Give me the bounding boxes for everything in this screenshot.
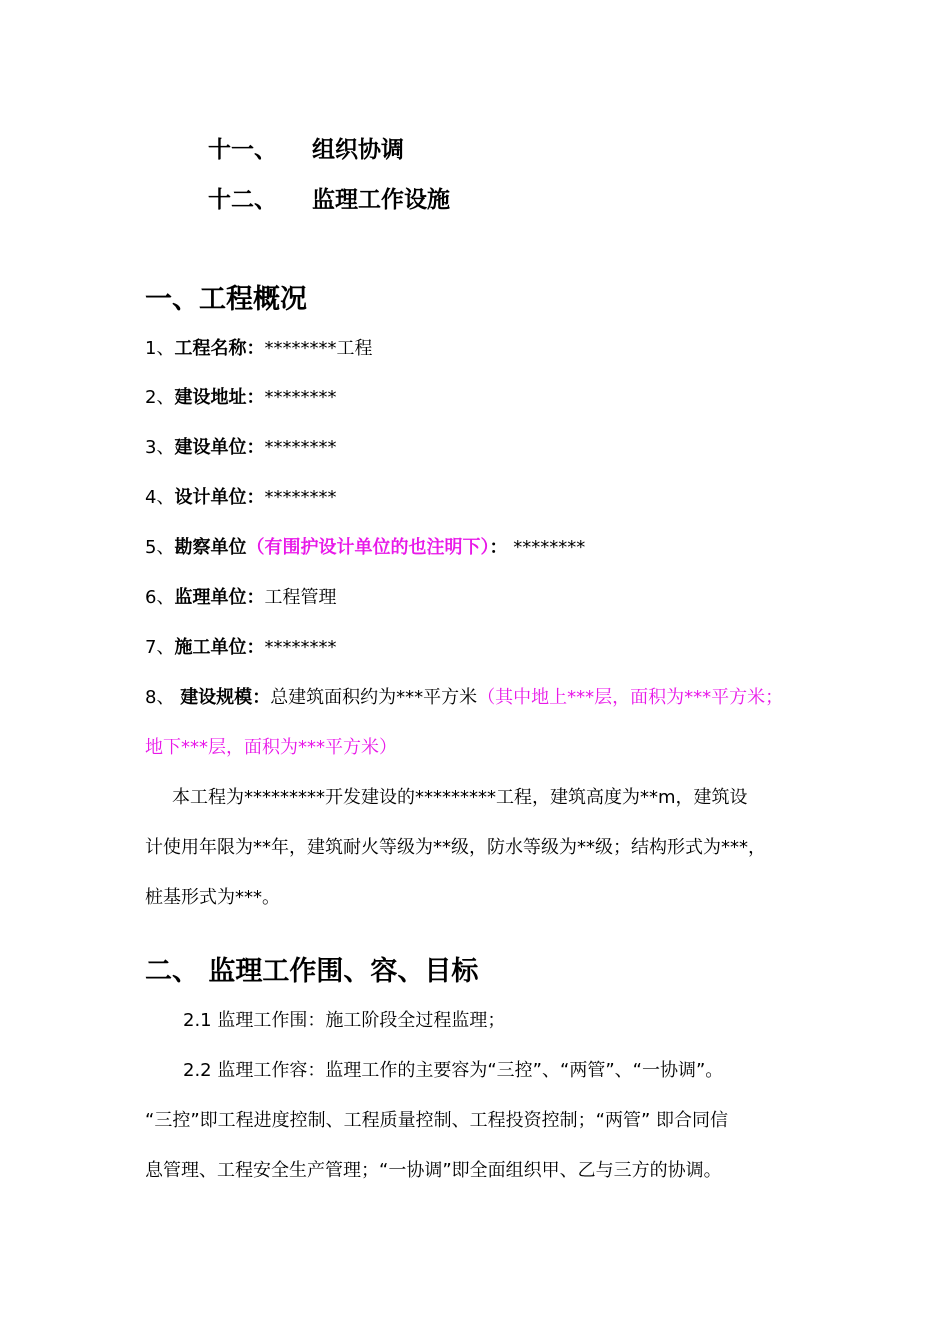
item-number: 4、 <box>145 487 175 508</box>
overview-paragraph-line: 计使用年限为**年，建筑耐火等级为**级，防水等级为**级；结构形式为***， <box>145 837 766 858</box>
item-colon: ： <box>252 687 271 708</box>
toc-item-12 <box>208 184 450 216</box>
item-label: 建设地址 <box>174 387 247 408</box>
item-label: 工程名称 <box>174 338 247 359</box>
toc-number: 十二、 <box>208 187 277 213</box>
item-label: 建设规模 <box>180 687 253 708</box>
overview-paragraph-line: 桩基形式为***。 <box>145 887 280 908</box>
toc-title: 组织协调 <box>312 137 404 163</box>
item-colon: ： <box>246 437 265 458</box>
content-paragraph-line: “三控”即工程进度控制、工程质量控制、工程投资控制；“两管” 即合同信 <box>145 1110 729 1131</box>
toc-title: 监理工作设施 <box>312 187 450 213</box>
overview-item-4 <box>145 485 830 511</box>
overview-item-7 <box>145 635 830 661</box>
overview-item-2 <box>145 385 830 411</box>
overview-item-8 <box>145 685 830 711</box>
item-colon: ： <box>246 487 265 508</box>
content-paragraph-line: 2.2 监理工作容：监理工作的主要容为“三控”、“两管”、“一协调”。 <box>183 1060 724 1081</box>
item-label: 监理单位 <box>174 587 247 608</box>
item-colon: ： <box>489 537 508 558</box>
overview-item-8-note-continued: 地下***层，面积为***平方米） <box>145 737 397 758</box>
item-value: 工程管理 <box>264 587 337 608</box>
item-value: ******** <box>513 537 586 558</box>
item-number: 1、 <box>145 338 175 359</box>
section-2-heading: 二、 监理工作围、容、目标 <box>145 956 479 987</box>
item-value: ******** <box>264 487 337 508</box>
overview-item-3 <box>145 435 830 461</box>
item-label: 施工单位 <box>174 637 247 658</box>
toc-item-11 <box>208 134 404 166</box>
overview-item-1 <box>145 336 830 362</box>
item-number: 7、 <box>145 637 175 658</box>
item-number: 8、 <box>145 687 181 708</box>
item-number: 5、 <box>145 537 175 558</box>
section-1-heading: 一、工程概况 <box>145 284 307 315</box>
item-note: （有围护设计单位的也注明下） <box>246 537 490 558</box>
overview-item-6 <box>145 585 830 611</box>
item-number: 2、 <box>145 387 175 408</box>
item-value: 总建筑面积约为***平方米 <box>270 687 478 708</box>
item-colon: ： <box>246 338 265 359</box>
item-label: 设计单位 <box>174 487 247 508</box>
item-value: ******** <box>264 637 337 658</box>
scope-paragraph: 2.1 监理工作围：施工阶段全过程监理； <box>183 1010 506 1031</box>
item-number: 6、 <box>145 587 175 608</box>
overview-item-5 <box>145 535 830 561</box>
item-value: ******** <box>264 387 337 408</box>
item-note: （其中地上***层，面积为***平方米； <box>477 687 784 708</box>
item-label: 建设单位 <box>174 437 247 458</box>
overview-paragraph-line: 本工程为*********开发建设的*********工程，建筑高度为**m，建筑设 <box>172 787 748 808</box>
toc-number: 十一、 <box>208 137 277 163</box>
item-value: ******** <box>264 437 337 458</box>
item-colon: ： <box>246 637 265 658</box>
content-paragraph-line: 息管理、工程安全生产管理；“一协调”即全面组织甲、乙与三方的协调。 <box>145 1160 722 1181</box>
item-value: ********工程 <box>264 338 373 359</box>
item-label: 勘察单位 <box>174 537 247 558</box>
item-number: 3、 <box>145 437 175 458</box>
item-colon: ： <box>246 387 265 408</box>
item-colon: ： <box>246 587 265 608</box>
